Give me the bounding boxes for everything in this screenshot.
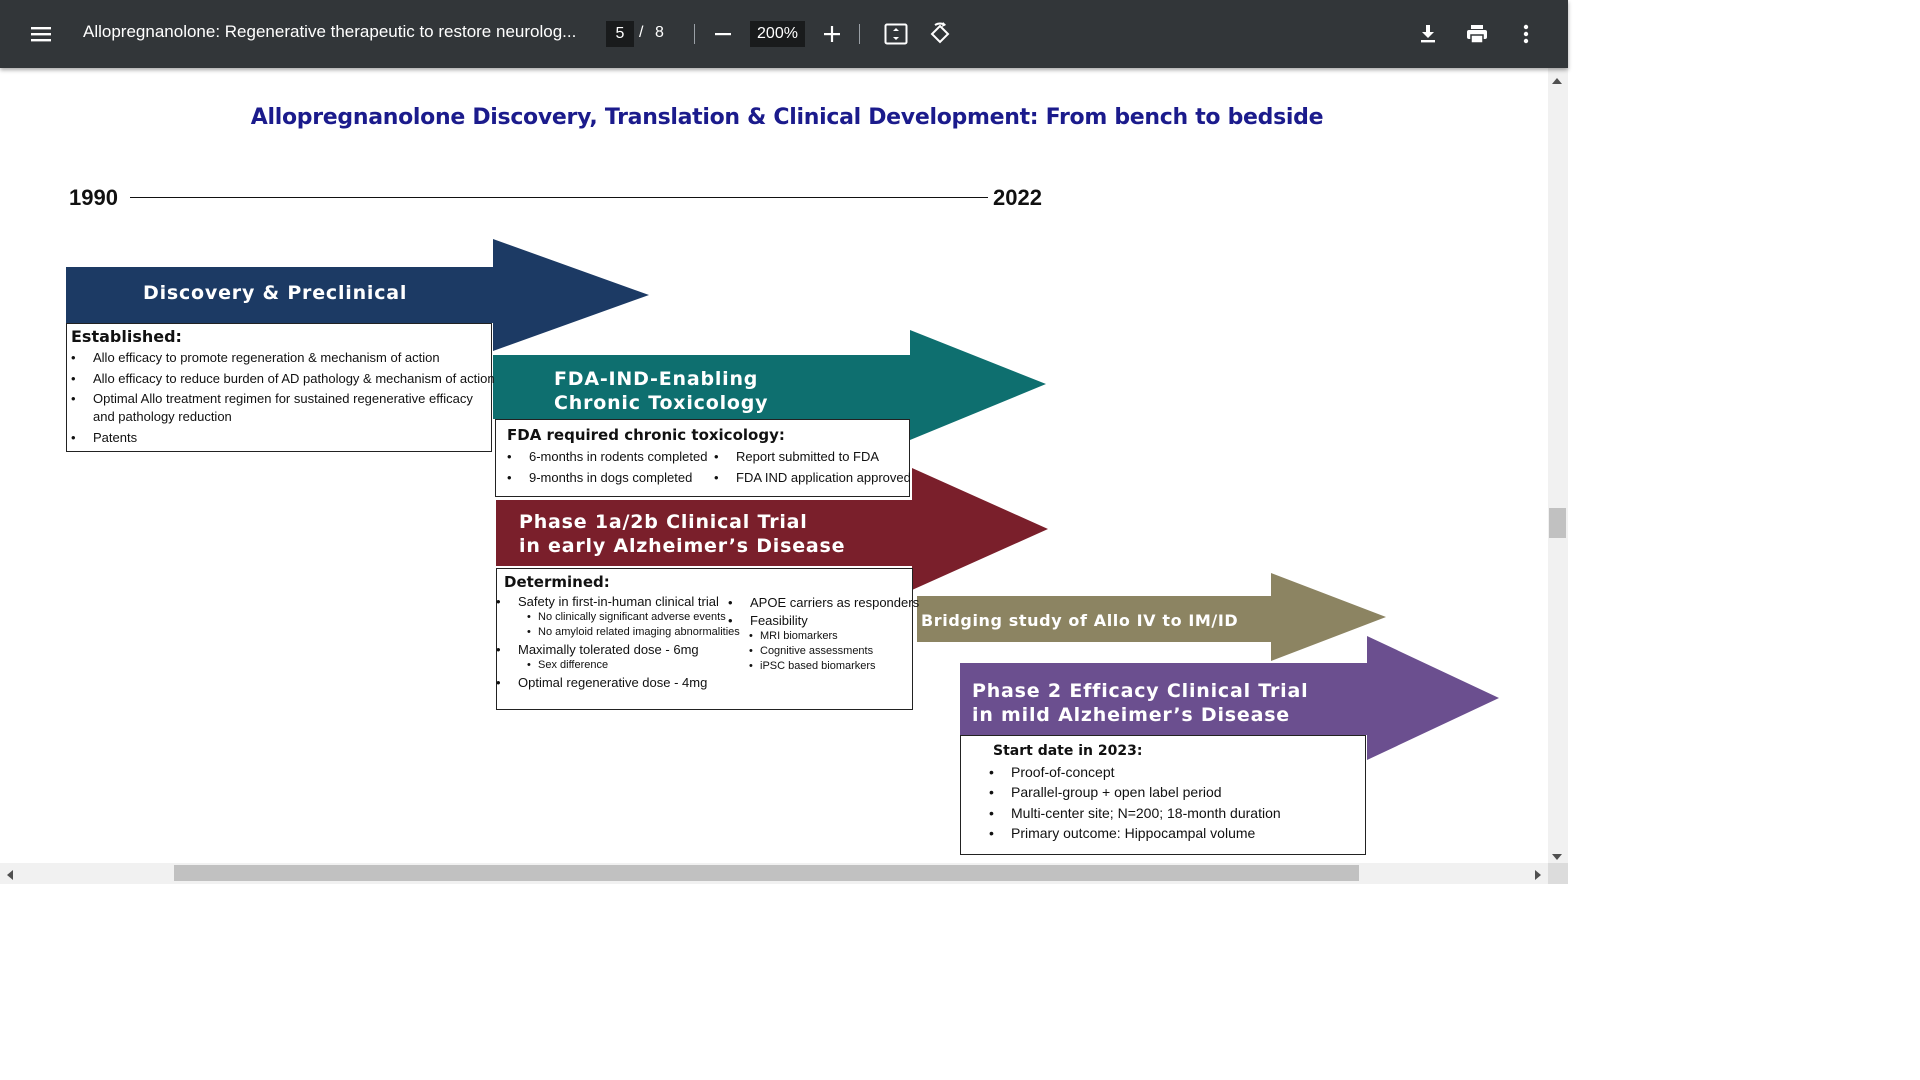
toolbar-divider [859,24,860,44]
bridging-arrow-label: Bridging study of Allo IV to IM/ID [921,611,1239,630]
discovery-bullet: • Patents [93,430,137,445]
pdf-toolbar [0,0,1568,68]
phase1-subbullet: • No amyloid related imaging abnormalities [538,626,740,638]
horizontal-scroll-thumb[interactable] [174,865,1359,881]
phase1-subbullet: • Cognitive assessments [760,645,873,657]
phase1-subbullet: • Sex difference [538,659,608,671]
menu-icon[interactable] [23,16,59,52]
vertical-scrollbar[interactable] [1548,68,1568,864]
vertical-scroll-thumb[interactable] [1549,508,1566,538]
fda-bullet: • 9-months in dogs completed [529,470,692,485]
phase1-subbullet: • No clinically significant adverse events [538,611,726,623]
phase1-bullet: • APOE carriers as responders [750,595,919,610]
phase1-arrow-label [519,510,845,558]
zoom-out-icon[interactable] [705,16,741,52]
discovery-bullet-continuation: and pathology reduction [93,409,232,424]
scroll-right-arrow-icon[interactable] [1534,867,1542,885]
fda-arrow-label-line2: Chronic Toxicology [554,392,769,414]
discovery-bullet: • Allo efficacy to promote regeneration & mechanism of action [93,350,440,365]
timeline-end-year: 2022 [993,185,1042,210]
fda-arrow-label [554,367,768,415]
phase2-arrow-label-line1: Phase 2 Efficacy Clinical Trial [972,680,1309,702]
download-icon[interactable] [1410,16,1446,52]
scroll-up-arrow-icon[interactable] [1552,72,1562,90]
fda-bullet: • FDA IND application approved [736,470,911,485]
phase1-bullet: • Feasibility [750,613,808,628]
phase2-bullet: • Multi-center site; N=200; 18-month duration [1011,805,1281,821]
page-total: 8 [655,24,664,41]
phase1-bullet: • Optimal regenerative dose - 4mg [518,675,707,690]
fda-arrow-label-line1: FDA-IND-Enabling [554,368,759,390]
phase2-bullet: • Parallel-group + open label period [1011,784,1222,800]
zoom-level-input[interactable]: 200% [750,21,805,47]
phase2-arrow-label [972,679,1308,727]
page-number-input[interactable]: 5 [606,21,634,47]
print-icon[interactable] [1459,16,1495,52]
phase2-heading: Start date in 2023: [993,743,1143,759]
timeline-start-year: 1990 [69,185,118,210]
fit-page-icon[interactable] [878,16,914,52]
discovery-arrow-label: Discovery & Preclinical [143,282,408,304]
toolbar-divider [694,24,695,44]
scrollbar-corner [1548,863,1568,884]
document-title: Allopregnanolone: Regenerative therapeutic to restore neurolog... [83,22,577,41]
phase2-arrow-label-line2: in mild Alzheimer’s Disease [972,704,1290,726]
phase2-bullet: • Primary outcome: Hippocampal volume [1011,825,1255,841]
fda-heading: FDA required chronic toxicology: [507,426,785,444]
discovery-bullet: • Allo efficacy to reduce burden of AD pathology & mechanism of action [93,371,495,386]
rotate-icon[interactable] [922,16,958,52]
more-vert-icon[interactable] [1508,16,1544,52]
phase1-subbullet: • MRI biomarkers [760,630,838,642]
phase2-bullet: • Proof-of-concept [1011,764,1115,780]
discovery-bullet: • Optimal Allo treatment regimen for sustained regenerative efficacy [93,391,473,406]
fda-bullet: • 6-months in rodents completed [529,449,707,464]
phase1-bullet: • Safety in first-in-human clinical trial [518,594,719,609]
zoom-in-icon[interactable] [814,16,850,52]
phase1-bullet: • Maximally tolerated dose - 6mg [518,642,699,657]
phase1-subbullet: • iPSC based biomarkers [760,660,876,672]
phase1-heading: Determined: [504,573,610,591]
page-separator: / [639,24,644,41]
slide-title: Allopregnanolone Discovery, Translation & Clinical Development: From bench to bedside [250,105,1324,130]
phase1-arrow-label-line2: in early Alzheimer’s Disease [519,535,846,557]
scroll-left-arrow-icon[interactable] [6,867,14,885]
discovery-heading: Established: [71,327,182,346]
phase1-arrow-label-line1: Phase 1a/2b Clinical Trial [519,511,808,533]
fda-bullet: • Report submitted to FDA [736,449,879,464]
